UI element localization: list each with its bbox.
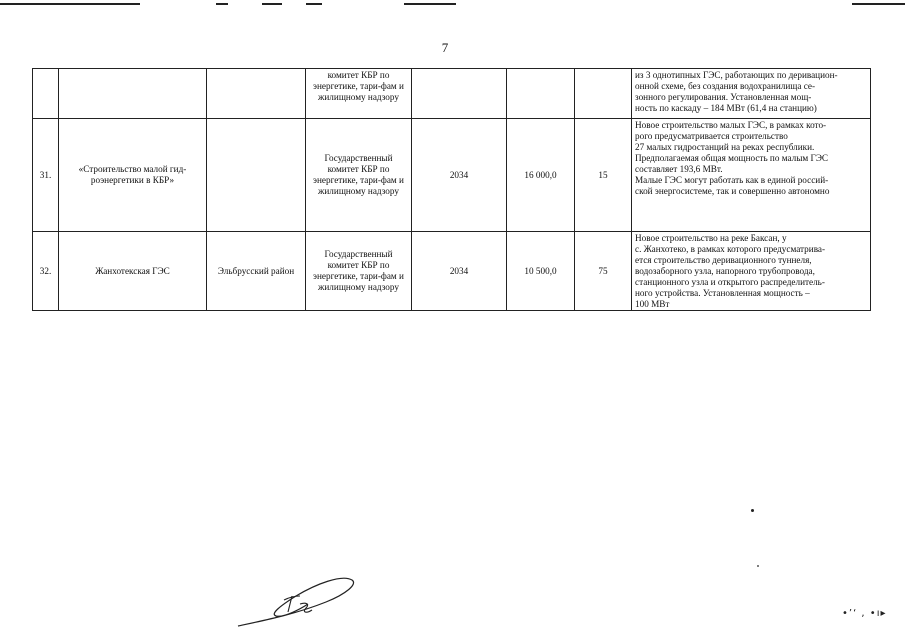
- scan-top-line-6: [852, 3, 905, 5]
- description: [632, 69, 871, 119]
- handwritten-signature: [236, 574, 376, 630]
- description-line: ской энергосистеме, так и совершенно автономно: [635, 186, 830, 196]
- description-line: ного устройства. Установленная мощность –: [635, 288, 810, 298]
- description-line: Предполагаемая общая мощность по малым ГЭС: [635, 153, 829, 163]
- description-line: станционного узла и открытого распределитель-: [635, 277, 825, 287]
- description-line: 27 малых гидростанций на реках республики.: [635, 142, 815, 152]
- scan-top-line-4: [306, 3, 322, 5]
- description: [632, 232, 871, 311]
- jobs: 15: [575, 119, 632, 232]
- cost: [507, 69, 575, 119]
- description-line: зонного регулирования. Установленная мощ-: [635, 92, 812, 102]
- project-name: «Строительство малой гид-роэнергетики в КБР»: [59, 119, 207, 232]
- description-line: рого предусматривается строительство: [635, 131, 788, 141]
- district: [207, 69, 306, 119]
- description-line: 100 МВт: [635, 299, 670, 309]
- row-number: 31.: [33, 119, 59, 232]
- scan-top-line-1: [0, 3, 140, 5]
- description-line: Новое строительство малых ГЭС, в рамках кото-: [635, 120, 827, 130]
- description-line: с. Жанхотеко, в рамках которого предусматрива-: [635, 244, 826, 254]
- scan-top-line-5: [404, 3, 456, 5]
- projects-table: [32, 68, 871, 311]
- corner-scan-mark: •’‘ , •ı▸: [842, 608, 887, 619]
- description-line: водозаборного узла, напорного трубопровода,: [635, 266, 815, 276]
- description-line: составляет 193,6 МВт.: [635, 164, 723, 174]
- completion-year: [412, 69, 507, 119]
- jobs: 75: [575, 232, 632, 311]
- table-row: [33, 232, 871, 311]
- description-line: ется строительство деривационного туннеля,: [635, 255, 812, 265]
- scan-top-line-3: [262, 3, 282, 5]
- description-line: Новое строительство на реке Баксан, у: [635, 233, 787, 243]
- scan-top-line-2: [216, 3, 228, 5]
- cost: 16 000,0: [507, 119, 575, 232]
- responsible-body: Государственный комитет КБР по энергетике, тари-фам и жилищному надзору: [306, 119, 412, 232]
- stray-mark: [751, 509, 754, 512]
- completion-year: 2034: [412, 232, 507, 311]
- completion-year: 2034: [412, 119, 507, 232]
- description-line: онной схеме, без создания водохранилища се-: [635, 81, 816, 91]
- row-number: [33, 69, 59, 119]
- stray-mark: [757, 565, 759, 567]
- responsible-body: Государственный комитет КБР по энергетике, тари-фам и жилищному надзору: [306, 232, 412, 311]
- jobs: [575, 69, 632, 119]
- description-line: ность по каскаду – 184 МВт (61,4 на станцию): [635, 103, 817, 113]
- cost: 10 500,0: [507, 232, 575, 311]
- responsible-body: комитет КБР по энергетике, тари-фам и жилищному надзору: [306, 69, 412, 119]
- page-number: 7: [441, 40, 449, 55]
- district: [207, 119, 306, 232]
- description: [632, 119, 871, 232]
- description-line: из 3 однотипных ГЭС, работающих по деривацион-: [635, 70, 838, 80]
- project-name: [59, 69, 207, 119]
- table-row: [33, 119, 871, 232]
- district: Эльбрусский район: [207, 232, 306, 311]
- project-name: Жанхотекская ГЭС: [59, 232, 207, 311]
- row-number: 32.: [33, 232, 59, 311]
- table-row: [33, 69, 871, 119]
- description-line: Малые ГЭС могут работать как в единой россий-: [635, 175, 829, 185]
